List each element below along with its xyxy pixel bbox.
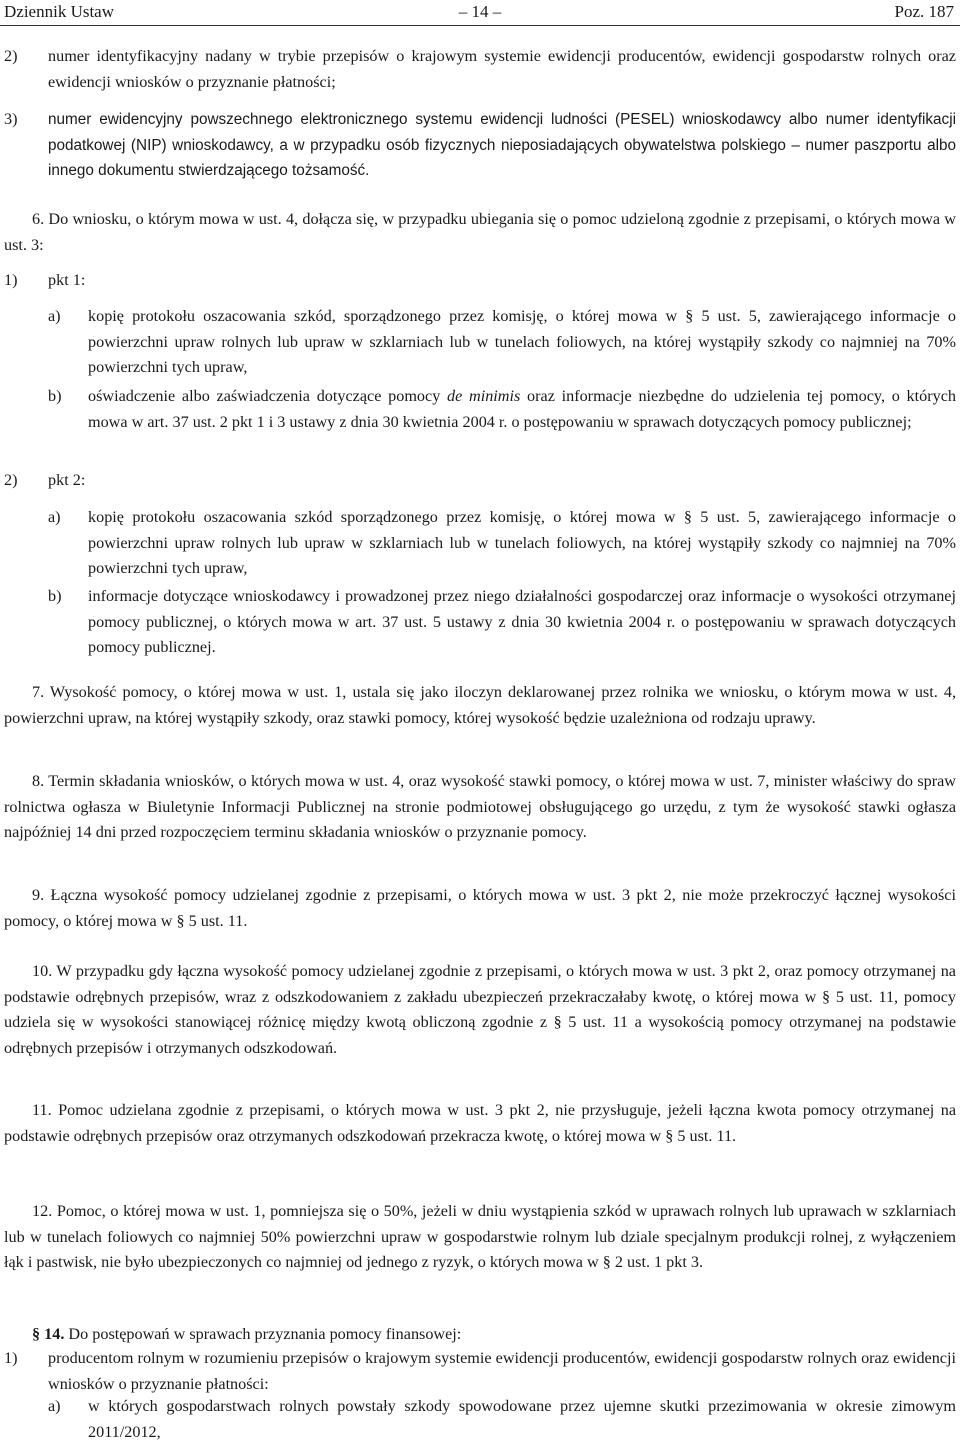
list-item-text: numer ewidencyjny powszechnego elektronicznego systemu ewidencji ludności (PESEL) wnioskodawcy albo numer identyfikacji podatkowej (NIP) wnioskodawcy, a w przypadku osób fizycznych nieposiadających obywatelstwa polskiego – numer paszportu albo innego dokumentu stwierdzającego tożsamość. (48, 111, 956, 179)
italic-term: de minimis (447, 387, 521, 405)
item-number: 1) (4, 1349, 18, 1367)
subitem-letter: a) (48, 307, 61, 325)
subitem-text (88, 384, 956, 435)
paragraph: 6. Do wniosku, o którym mowa w ust. 4, dołącza się, w przypadku ubiegania się o pomoc udzieloną zgodnie z przepisami, o których mowa w ust. 3: (4, 210, 956, 254)
subitem-text: w których gospodarstwach rolnych powstały szkody spowodowane przez ujemne skutki przezimowania w okresie zimowym 2011/2012, (88, 1397, 956, 1441)
subitem-text: kopię protokołu oszacowania szkód sporządzonego przez komisję, o której mowa w § 5 ust. 5, zawierającego informacje o powierzchni upraw rolnych lub upraw w szklarniach lub w tunelach foliowych, na której wystąpiły szkody co najmniej na 70% powierzchni tych upraw, (88, 508, 956, 577)
list-item-text: numer identyfikacyjny nadany w trybie przepisów o krajowym systemie ewidencji producentów, ewidencji gospodarstw rolnych oraz ewidencji wniosków o przyznanie płatności; (48, 47, 956, 91)
text-run: oświadczenie albo zaświadczenia dotyczące pomocy (88, 387, 448, 405)
page-number: – 14 – (458, 2, 502, 21)
subitem-text: informacje dotyczące wnioskodawcy i prowadzonej przez niego działalności gospodarczej oraz informacje o wysokości otrzymanej pomocy publicznej, o których mowa w art. 37 ust. 5 ustawy z dnia 30 kwietnia 2004 r. o postępowaniu w sprawach dotyczących pomocy publicznej. (88, 587, 956, 656)
paragraph: 11. Pomoc udzielana zgodnie z przepisami, o których mowa w ust. 3 pkt 2, nie przysługuje, jeżeli łączna kwota pomocy otrzymanej na podstawie odrębnych przepisów oraz otrzymanych odszkodowań przekracza kwotę, o której mowa w § 5 ust. 11. (4, 1101, 956, 1145)
paragraph: 7. Wysokość pomocy, o której mowa w ust. 1, ustala się jako iloczyn deklarowanej przez rolnika we wniosku, o którym mowa w ust. 4, powierzchni upraw, na której wystąpiły szkody, oraz stawki pomocy, której wysokość będzie uzależniona od rodzaju uprawy. (4, 683, 956, 727)
subitem-letter: b) (48, 587, 62, 605)
list-item-text: pkt 1: (48, 271, 86, 289)
text-run: Do postępowań w sprawach przyznania pomocy finansowej: (64, 1325, 462, 1343)
item-number: 2) (4, 471, 18, 489)
paragraph: 10. W przypadku gdy łączna wysokość pomocy udzielanej zgodnie z przepisami, o których mowa w ust. 3 pkt 2, oraz pomocy otrzymanej na podstawie odrębnych przepisów, wraz z odszkodowaniem z zakładu ubezpieczeń przekraczałaby kwotę, o której mowa w § 5 ust. 11, pomocy udziela się w wysokości stanowiącej różnicę między kwotą obliczoną zgodnie z § 5 ust. 11 a wysokością pomocy otrzymanej na podstawie odrębnych przepisów i otrzymanych odszkodowań. (4, 962, 956, 1057)
paragraph: 8. Termin składania wniosków, o których mowa w ust. 4, oraz wysokość stawki pomocy, o której mowa w ust. 7, minister właściwy do spraw rolnictwa ogłasza w Biuletynie Informacji Publicznej na stronie podmiotowej obsługującego go urzędu, z tym że wysokość stawki ogłasza najpóźniej 14 dni przed rozpoczęciem terminu składania wniosków o przyznanie pomocy. (4, 772, 956, 841)
item-number: 2) (4, 47, 18, 65)
section-paragraph (4, 1322, 956, 1348)
journal-title: Dziennik Ustaw (4, 2, 115, 21)
header-rule (0, 25, 960, 26)
paragraph: 12. Pomoc, o której mowa w ust. 1, pomniejsza się o 50%, jeżeli w dniu wystąpienia szkód w uprawach rolnych lub uprawach w szklarniach lub w tunelach foliowych co najmniej 50% powierzchni upraw w gospodarstwie rolnym lub dziale specjalnym produkcji rolnej, z wyłączeniem łąk i pastwisk, nie było ubezpieczonych co najmniej od jednego z ryzyk, o których mowa w § 2 ust. 1 pkt 3. (4, 1202, 956, 1271)
position-number: Poz. 187 (894, 2, 954, 21)
section-mark: § 14. (32, 1325, 65, 1343)
subitem-letter: b) (48, 387, 62, 405)
item-number: 3) (4, 110, 18, 128)
page-header (0, 0, 960, 24)
subitem-text: kopię protokołu oszacowania szkód, sporządzonego przez komisję, o której mowa w § 5 ust. 5, zawierającego informacje o powierzchni upraw rolnych lub upraw w szklarniach lub w tunelach foliowych, na której wystąpiły szkody co najmniej na 70% powierzchni tych upraw, (88, 307, 956, 376)
list-item-text: producentom rolnym w rozumieniu przepisów o krajowym systemie ewidencji producentów, ewidencji gospodarstw rolnych oraz ewidencji wniosków o przyznanie płatności: (48, 1349, 956, 1393)
subitem-letter: a) (48, 508, 61, 526)
item-number: 1) (4, 271, 18, 289)
subitem-letter: a) (48, 1397, 61, 1415)
text-run: oraz informacje niezbędne do udzielenia tej pomocy, o których mowa w art. 37 ust. 2 pkt 1 i 3 ustawy z dnia 30 kwietnia 2004 r. o postępowaniu w sprawach dotyczących pomocy publicznej; (88, 387, 956, 431)
paragraph: 9. Łączna wysokość pomocy udzielanej zgodnie z przepisami, o których mowa w ust. 3 pkt 2, nie może przekroczyć łącznej wysokości pomocy, o której mowa w § 5 ust. 11. (4, 886, 956, 930)
list-item-text: pkt 2: (48, 471, 86, 489)
